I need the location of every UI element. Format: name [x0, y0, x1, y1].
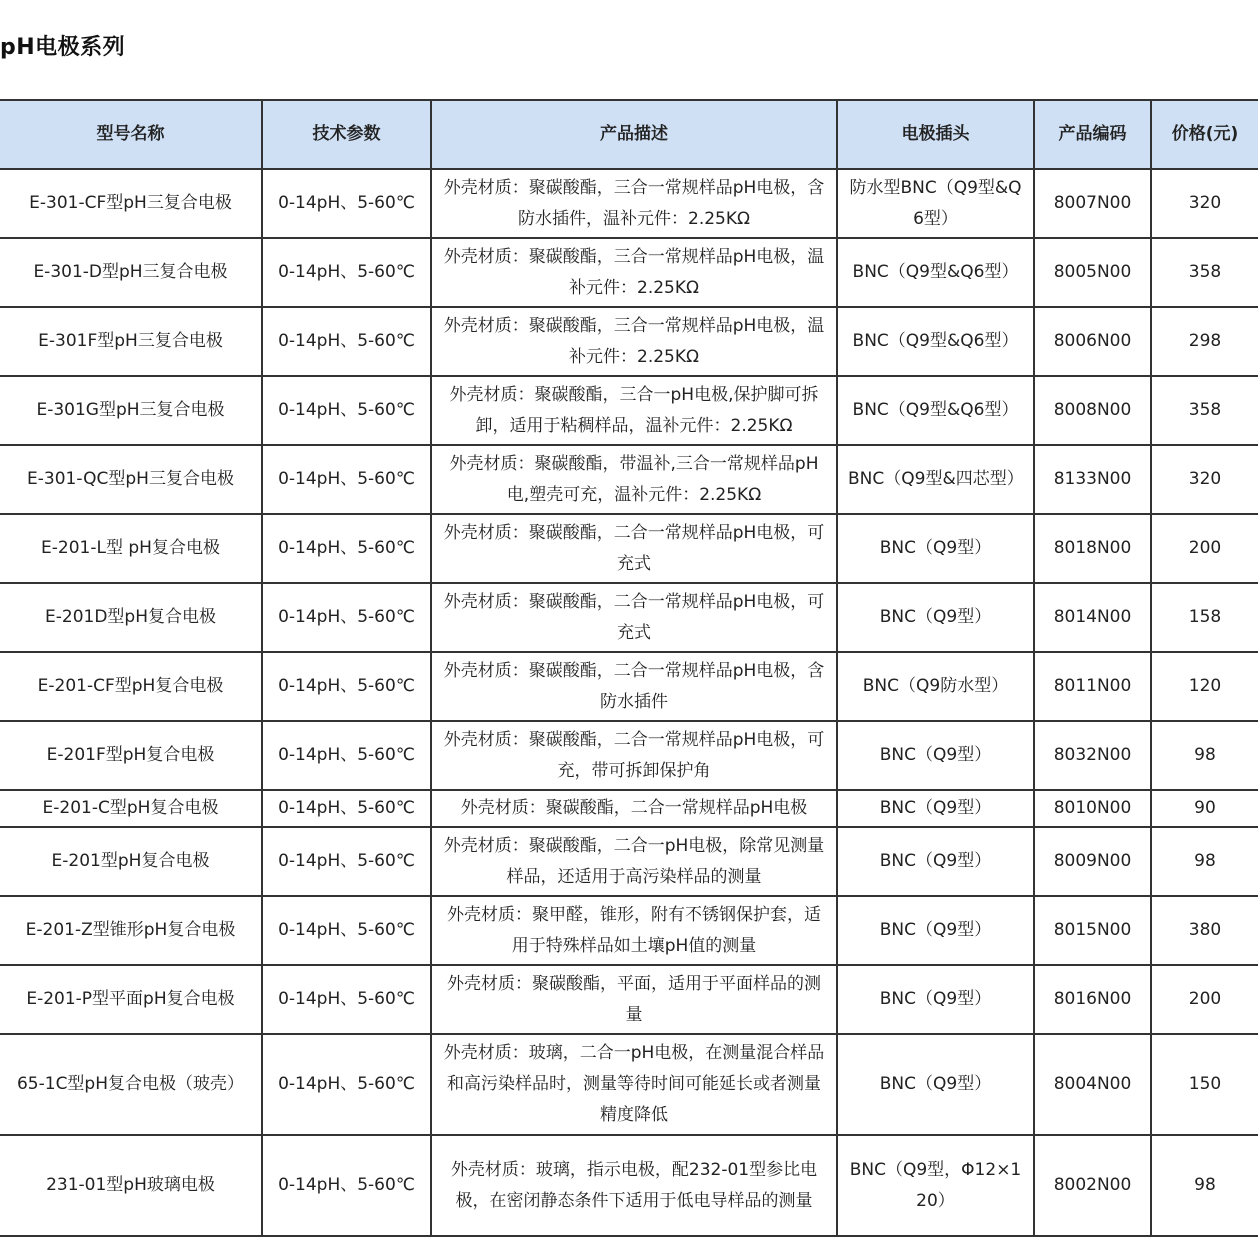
cell-connector: BNC（Q9型） — [837, 965, 1034, 1034]
cell-model: E-201D型pH复合电极 — [0, 583, 262, 652]
column-header-model: 型号名称 — [0, 100, 262, 169]
cell-model: E-201-C型pH复合电极 — [0, 790, 262, 827]
table-row — [0, 721, 1258, 790]
cell-model: E-301-CF型pH三复合电极 — [0, 169, 262, 238]
cell-code: 8010N00 — [1034, 790, 1151, 827]
cell-connector: BNC（Q9型） — [837, 790, 1034, 827]
cell-description: 外壳材质：聚碳酸酯，二合一常规样品pH电极，可充，带可拆卸保护角 — [431, 721, 837, 790]
cell-price: 98 — [1151, 1135, 1258, 1236]
cell-price: 98 — [1151, 721, 1258, 790]
cell-code: 8014N00 — [1034, 583, 1151, 652]
cell-model: E-301-D型pH三复合电极 — [0, 238, 262, 307]
column-header-connector: 电极插头 — [837, 100, 1034, 169]
cell-model: E-201F型pH复合电极 — [0, 721, 262, 790]
cell-description: 外壳材质：聚碳酸酯，二合一pH电极，除常见测量样品，还适用于高污染样品的测量 — [431, 827, 837, 896]
table-row — [0, 827, 1258, 896]
table-row — [0, 445, 1258, 514]
cell-model: 65-1C型pH复合电极（玻壳） — [0, 1034, 262, 1135]
table-row — [0, 896, 1258, 965]
cell-price: 358 — [1151, 376, 1258, 445]
cell-price: 320 — [1151, 169, 1258, 238]
cell-model: E-301-QC型pH三复合电极 — [0, 445, 262, 514]
column-header-spec: 技术参数 — [262, 100, 431, 169]
table-row — [0, 583, 1258, 652]
cell-code: 8009N00 — [1034, 827, 1151, 896]
cell-description: 外壳材质：聚碳酸酯，三合一pH电极,保护脚可拆卸，适用于粘稠样品，温补元件：2.25KΩ — [431, 376, 837, 445]
table-row — [0, 307, 1258, 376]
cell-connector: BNC（Q9型） — [837, 583, 1034, 652]
cell-spec: 0-14pH、5-60℃ — [262, 1135, 431, 1236]
cell-description: 外壳材质：聚碳酸酯，二合一常规样品pH电极，含防水插件 — [431, 652, 837, 721]
cell-code: 8032N00 — [1034, 721, 1151, 790]
cell-code: 8002N00 — [1034, 1135, 1151, 1236]
table-row — [0, 965, 1258, 1034]
cell-description: 外壳材质：聚甲醛，锥形，附有不锈钢保护套，适用于特殊样品如土壤pH值的测量 — [431, 896, 837, 965]
cell-price: 98 — [1151, 827, 1258, 896]
cell-spec: 0-14pH、5-60℃ — [262, 445, 431, 514]
table-body — [0, 169, 1258, 1236]
cell-model: E-201-CF型pH复合电极 — [0, 652, 262, 721]
column-header-code: 产品编码 — [1034, 100, 1151, 169]
cell-price: 298 — [1151, 307, 1258, 376]
cell-description: 外壳材质：聚碳酸酯，二合一常规样品pH电极 — [431, 790, 837, 827]
table-row — [0, 652, 1258, 721]
cell-price: 158 — [1151, 583, 1258, 652]
cell-code: 8008N00 — [1034, 376, 1151, 445]
cell-spec: 0-14pH、5-60℃ — [262, 1034, 431, 1135]
cell-code: 8006N00 — [1034, 307, 1151, 376]
cell-connector: BNC（Q9防水型） — [837, 652, 1034, 721]
cell-spec: 0-14pH、5-60℃ — [262, 238, 431, 307]
cell-connector: BNC（Q9型&四芯型） — [837, 445, 1034, 514]
cell-code: 8133N00 — [1034, 445, 1151, 514]
cell-spec: 0-14pH、5-60℃ — [262, 376, 431, 445]
cell-code: 8004N00 — [1034, 1034, 1151, 1135]
cell-connector: 防水型BNC（Q9型&Q6型） — [837, 169, 1034, 238]
table-row — [0, 376, 1258, 445]
cell-connector: BNC（Q9型&Q6型） — [837, 238, 1034, 307]
cell-spec: 0-14pH、5-60℃ — [262, 652, 431, 721]
cell-description: 外壳材质：玻璃，二合一pH电极，在测量混合样品和高污染样品时，测量等待时间可能延长或者测量精度降低 — [431, 1034, 837, 1135]
cell-price: 380 — [1151, 896, 1258, 965]
cell-description: 外壳材质：聚碳酸酯，三合一常规样品pH电极，温补元件：2.25KΩ — [431, 307, 837, 376]
cell-connector: BNC（Q9型） — [837, 514, 1034, 583]
cell-spec: 0-14pH、5-60℃ — [262, 827, 431, 896]
cell-connector: BNC（Q9型） — [837, 827, 1034, 896]
cell-description: 外壳材质：聚碳酸酯，平面，适用于平面样品的测量 — [431, 965, 837, 1034]
cell-connector: BNC（Q9型&Q6型） — [837, 307, 1034, 376]
cell-code: 8016N00 — [1034, 965, 1151, 1034]
cell-price: 200 — [1151, 965, 1258, 1034]
column-header-description: 产品描述 — [431, 100, 837, 169]
cell-model: E-201-P型平面pH复合电极 — [0, 965, 262, 1034]
cell-description: 外壳材质：聚碳酸酯，三合一常规样品pH电极，含防水插件，温补元件：2.25KΩ — [431, 169, 837, 238]
cell-code: 8007N00 — [1034, 169, 1151, 238]
table-row — [0, 238, 1258, 307]
table-row — [0, 514, 1258, 583]
cell-spec: 0-14pH、5-60℃ — [262, 790, 431, 827]
cell-code: 8018N00 — [1034, 514, 1151, 583]
cell-model: E-201-L型 pH复合电极 — [0, 514, 262, 583]
cell-model: E-201型pH复合电极 — [0, 827, 262, 896]
table-row — [0, 169, 1258, 238]
cell-spec: 0-14pH、5-60℃ — [262, 896, 431, 965]
cell-model: E-301G型pH三复合电极 — [0, 376, 262, 445]
cell-description: 外壳材质：聚碳酸酯，三合一常规样品pH电极，温补元件：2.25KΩ — [431, 238, 837, 307]
cell-spec: 0-14pH、5-60℃ — [262, 307, 431, 376]
cell-price: 90 — [1151, 790, 1258, 827]
cell-description: 外壳材质：聚碳酸酯，带温补,三合一常规样品pH电,塑壳可充，温补元件：2.25KΩ — [431, 445, 837, 514]
cell-description: 外壳材质：聚碳酸酯，二合一常规样品pH电极，可充式 — [431, 514, 837, 583]
table-row — [0, 1034, 1258, 1135]
cell-connector: BNC（Q9型） — [837, 896, 1034, 965]
cell-model: E-301F型pH三复合电极 — [0, 307, 262, 376]
cell-model: E-201-Z型锥形pH复合电极 — [0, 896, 262, 965]
header-row — [0, 100, 1258, 169]
cell-code: 8015N00 — [1034, 896, 1151, 965]
table-row — [0, 790, 1258, 827]
table-row — [0, 1135, 1258, 1236]
cell-code: 8011N00 — [1034, 652, 1151, 721]
cell-connector: BNC（Q9型，Φ12×120） — [837, 1135, 1034, 1236]
cell-price: 358 — [1151, 238, 1258, 307]
cell-spec: 0-14pH、5-60℃ — [262, 583, 431, 652]
cell-price: 320 — [1151, 445, 1258, 514]
cell-spec: 0-14pH、5-60℃ — [262, 169, 431, 238]
cell-spec: 0-14pH、5-60℃ — [262, 514, 431, 583]
cell-connector: BNC（Q9型） — [837, 1034, 1034, 1135]
page-title: pH电极系列 — [0, 35, 126, 60]
cell-model: 231-01型pH玻璃电极 — [0, 1135, 262, 1236]
cell-price: 150 — [1151, 1034, 1258, 1135]
cell-code: 8005N00 — [1034, 238, 1151, 307]
cell-description: 外壳材质：玻璃，指示电极，配232-01型参比电极，在密闭静态条件下适用于低电导样品的测量 — [431, 1135, 837, 1236]
cell-spec: 0-14pH、5-60℃ — [262, 721, 431, 790]
cell-price: 200 — [1151, 514, 1258, 583]
cell-connector: BNC（Q9型&Q6型） — [837, 376, 1034, 445]
product-table — [0, 99, 1258, 1237]
cell-spec: 0-14pH、5-60℃ — [262, 965, 431, 1034]
cell-connector: BNC（Q9型） — [837, 721, 1034, 790]
cell-description: 外壳材质：聚碳酸酯，二合一常规样品pH电极，可充式 — [431, 583, 837, 652]
column-header-price: 价格(元) — [1151, 100, 1258, 169]
cell-price: 120 — [1151, 652, 1258, 721]
